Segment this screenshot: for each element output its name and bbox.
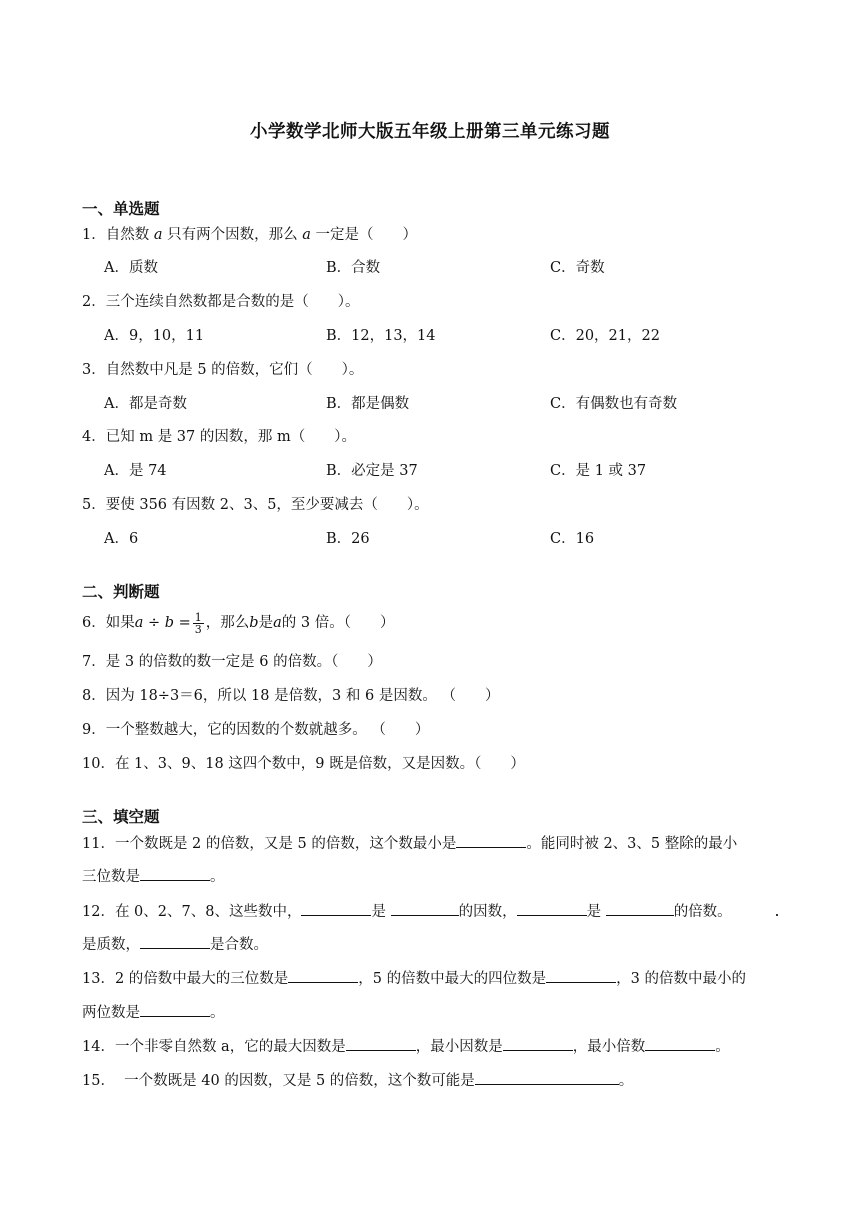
option-a[interactable]: A．9，10，11 bbox=[104, 328, 205, 344]
answer-blank[interactable] bbox=[546, 968, 616, 983]
page-title: 小学数学北师大版五年级上册第三单元练习题 bbox=[250, 122, 610, 142]
question-14: 14．一个非零自然数 a，它的最大因数是 ，最小因数是 ，最小倍数 。 bbox=[82, 1036, 730, 1057]
stray-mark bbox=[776, 914, 778, 916]
question-number: 1． bbox=[82, 227, 106, 243]
answer-blank[interactable] bbox=[391, 901, 459, 916]
question-3: 3．自然数中凡是 5 的倍数，它们（ ）。 bbox=[82, 362, 364, 378]
option-b[interactable]: B．26 bbox=[326, 531, 370, 547]
option-b[interactable]: B．12，13，14 bbox=[326, 328, 436, 344]
answer-blank[interactable] bbox=[140, 934, 210, 949]
option-c[interactable]: C．是 1 或 37 bbox=[550, 463, 647, 479]
answer-blank[interactable] bbox=[288, 968, 358, 983]
question-8: 8．因为 18÷3＝6，所以 18 是倍数，3 和 6 是因数。 （ ） bbox=[82, 688, 500, 704]
question-11-cont: 三位数是 。 bbox=[82, 866, 225, 887]
answer-blank[interactable] bbox=[517, 901, 587, 916]
answer-blank[interactable] bbox=[475, 1070, 619, 1085]
question-9: 9．一个整数越大，它的因数的个数就越多。 （ ） bbox=[82, 722, 430, 738]
question-7: 7．是 3 的倍数的数一定是 6 的倍数。（ ） bbox=[82, 654, 382, 670]
answer-blank[interactable] bbox=[346, 1036, 416, 1051]
answer-blank[interactable] bbox=[140, 866, 210, 881]
question-11: 11．一个数既是 2 的倍数，又是 5 的倍数，这个数最小是 。能同时被 2、3、5 整除的最小 bbox=[82, 833, 737, 854]
option-a[interactable]: A．6 bbox=[104, 531, 139, 547]
question-13: 13．2 的倍数中最大的三位数是 ，5 的倍数中最大的四位数是 ，3 的倍数中最小的 bbox=[82, 968, 746, 989]
option-c[interactable]: C．奇数 bbox=[550, 260, 605, 276]
section-heading-fill-blank: 三、填空题 bbox=[82, 808, 160, 826]
question-6: 6．如果a ÷ b = $\frac{1}{3}$ ，那么b是a的 3 倍。（ ） bbox=[82, 610, 395, 636]
question-12: 12．在 0、2、7、8、这些数中， 是 的因数， 是 的倍数。 bbox=[82, 901, 732, 922]
option-b[interactable]: B．合数 bbox=[326, 260, 381, 276]
option-a[interactable]: A．质数 bbox=[104, 260, 158, 276]
question-5: 5．要使 356 有因数 2、3、5，至少要减去（ ）。 bbox=[82, 497, 429, 513]
question-2: 2．三个连续自然数都是合数的是（ ）。 bbox=[82, 294, 360, 310]
answer-blank[interactable] bbox=[503, 1036, 573, 1051]
question-15: 15． 一个数既是 40 的因数，又是 5 的倍数，这个数可能是 。 bbox=[82, 1070, 633, 1091]
option-c[interactable]: C．16 bbox=[550, 531, 595, 547]
answer-blank[interactable] bbox=[645, 1036, 715, 1051]
fraction-one-third: $\frac{1}{3}$ bbox=[194, 610, 202, 636]
answer-blank[interactable] bbox=[301, 901, 371, 916]
section-heading-true-false: 二、判断题 bbox=[82, 583, 160, 601]
option-c[interactable]: C．有偶数也有奇数 bbox=[550, 396, 678, 412]
question-4: 4．已知 m 是 37 的因数，那 m（ ）。 bbox=[82, 429, 356, 445]
option-a[interactable]: A．是 74 bbox=[104, 463, 167, 479]
question-1: 1．自然数 a 只有两个因数，那么 a 一定是（ ） bbox=[82, 227, 417, 243]
option-b[interactable]: B．必定是 37 bbox=[326, 463, 418, 479]
option-b[interactable]: B．都是偶数 bbox=[326, 396, 410, 412]
question-13-cont: 两位数是 。 bbox=[82, 1002, 225, 1023]
answer-blank[interactable] bbox=[140, 1002, 210, 1017]
option-a[interactable]: A．都是奇数 bbox=[104, 396, 187, 412]
option-c[interactable]: C．20，21，22 bbox=[550, 328, 660, 344]
question-12-cont: 是质数， 是合数。 bbox=[82, 934, 268, 955]
section-heading-single-choice: 一、单选题 bbox=[82, 200, 160, 218]
answer-blank[interactable] bbox=[606, 901, 674, 916]
answer-blank[interactable] bbox=[456, 833, 526, 848]
question-10: 10．在 1、3、9、18 这四个数中，9 既是倍数，又是因数。（ ） bbox=[82, 756, 525, 772]
